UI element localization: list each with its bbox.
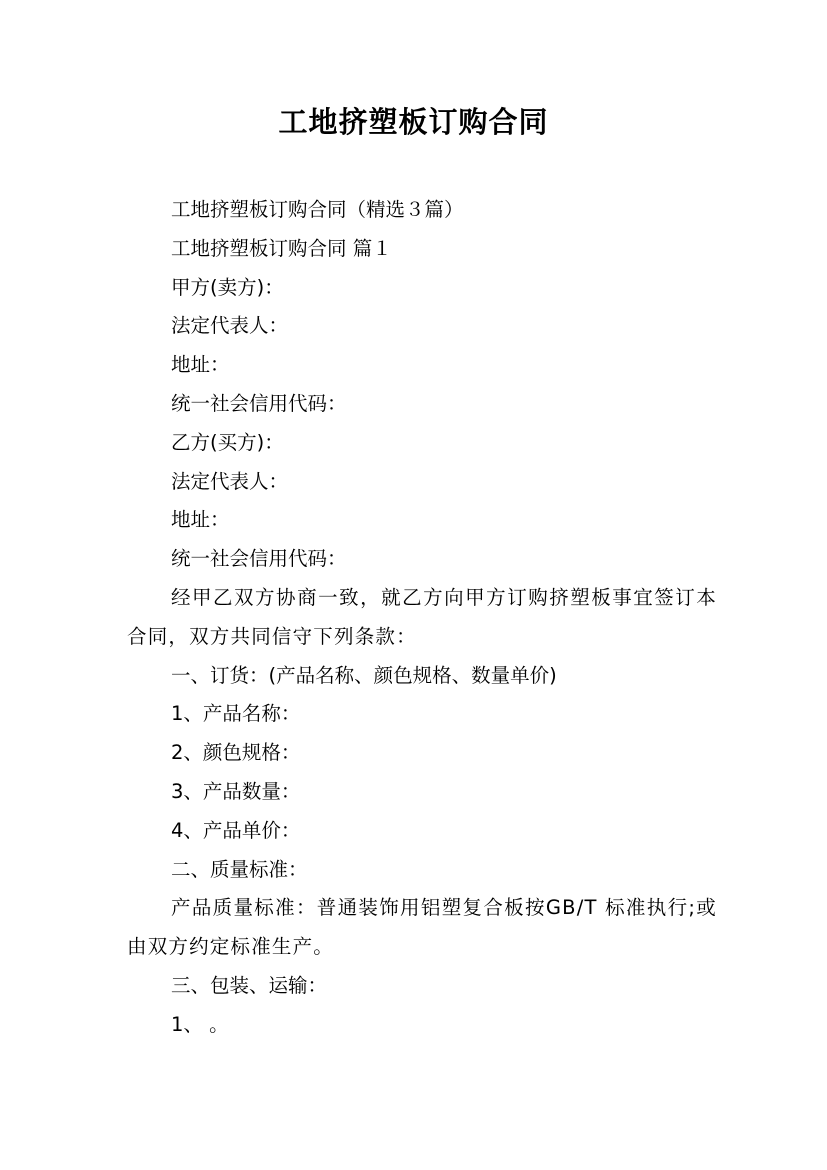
paragraph-color-spec: 2、颜色规格： bbox=[171, 741, 301, 765]
paragraph-section-packaging: 三、包装、运输： bbox=[171, 973, 328, 997]
paragraph-packaging-item-1: 1、 。 bbox=[171, 1012, 229, 1036]
paragraph-party-b-representative: 法定代表人： bbox=[171, 469, 289, 493]
document-title: 工地挤塑板订购合同 bbox=[278, 105, 549, 139]
paragraph-party-a-credit-code: 统一社会信用代码： bbox=[171, 391, 347, 415]
paragraph-quality-standard: 产品质量标准：普通装饰用铝塑复合板按GB/T 标准执行;或由双方约定标准生产。 bbox=[127, 896, 717, 959]
paragraph-party-a: 甲方(卖方)： bbox=[171, 275, 284, 299]
document-body bbox=[127, 191, 717, 1045]
paragraph-section-quality: 二、质量标准： bbox=[171, 857, 308, 881]
paragraph-product-quantity: 3、产品数量： bbox=[171, 779, 301, 803]
paragraph-agreement-intro: 经甲乙双方协商一致，就乙方向甲方订购挤塑板事宜签订本合同，双方共同信守下列条款： bbox=[127, 585, 717, 648]
paragraph-part-heading: 工地挤塑板订购合同 篇１ bbox=[171, 236, 392, 260]
paragraph-subtitle: 工地挤塑板订购合同（精选３篇） bbox=[171, 198, 464, 221]
paragraph-party-b-address: 地址： bbox=[171, 508, 230, 532]
paragraph-party-a-representative: 法定代表人： bbox=[171, 314, 289, 338]
paragraph-section-order: 一、订货：(产品名称、颜色规格、数量单价) bbox=[171, 663, 557, 687]
paragraph-party-a-address: 地址： bbox=[171, 353, 230, 377]
paragraph-product-price: 4、产品单价： bbox=[171, 818, 301, 842]
paragraph-party-b-credit-code: 统一社会信用代码： bbox=[171, 547, 347, 571]
paragraph-party-b: 乙方(买方)： bbox=[171, 430, 284, 454]
paragraph-product-name: 1、产品名称： bbox=[171, 702, 301, 726]
